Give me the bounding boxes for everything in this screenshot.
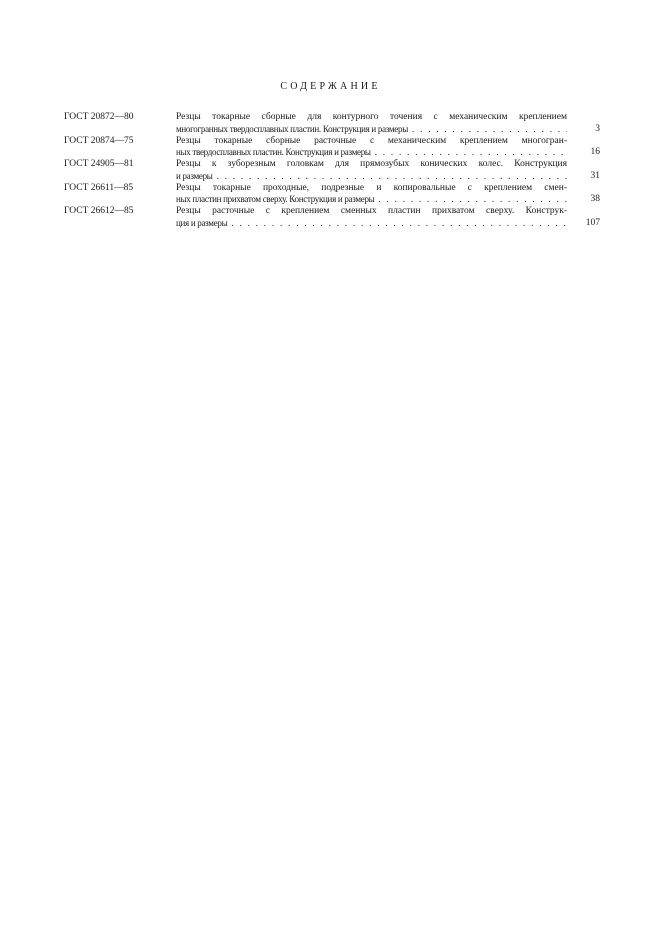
toc-entry xyxy=(64,159,600,183)
standard-code: ГОСТ 26612—85 xyxy=(64,206,134,216)
entry-title-line1: Резцы токарные проходные, подрезные и копировальные с креплением смен- xyxy=(176,182,567,193)
page-number: 16 xyxy=(590,147,600,157)
entry-title-line2: и размеры . . . xyxy=(176,171,567,182)
toc-entry xyxy=(64,112,600,136)
toc-entry xyxy=(64,183,600,207)
toc-entry xyxy=(64,136,600,160)
entry-title-line1: Резцы токарные сборные расточные с механическим креплением многогран- xyxy=(176,135,567,146)
entry-title-line1: Резцы расточные с креплением сменных пластин прихватом сверху. Конструк- xyxy=(176,206,567,216)
standard-code: ГОСТ 20874—75 xyxy=(64,135,134,146)
page-title: СОДЕРЖАНИЕ xyxy=(280,81,381,92)
entry-title-line2: ных твердосплавных пластин. Конструкция и размеры . . . xyxy=(176,147,567,158)
entry-title-line2: многогранных твердосплавных пластин. Конструкция и размеры . . . xyxy=(176,124,567,135)
page-number: 31 xyxy=(590,170,600,181)
entry-title-line2: ных пластин прихватом сверху. Конструкция и размеры . . . xyxy=(176,194,567,205)
page-number: 3 xyxy=(595,123,600,134)
page-number: 107 xyxy=(585,217,600,228)
toc-entry xyxy=(64,206,600,230)
entry-title-line2: ция и размеры . . . xyxy=(176,218,567,229)
standard-code: ГОСТ 26611—85 xyxy=(64,182,134,193)
standard-code: ГОСТ 24905—81 xyxy=(64,159,134,169)
page-number: 38 xyxy=(590,194,600,204)
entry-title-line1: Резцы к зуборезным головкам для прямозубых конических колес. Конструкция xyxy=(176,159,567,169)
entry-title-line1: Резцы токарные сборные для контурного точения с механическим креплением xyxy=(176,112,567,122)
standard-code: ГОСТ 20872—80 xyxy=(64,112,134,122)
table-of-contents xyxy=(64,112,600,230)
